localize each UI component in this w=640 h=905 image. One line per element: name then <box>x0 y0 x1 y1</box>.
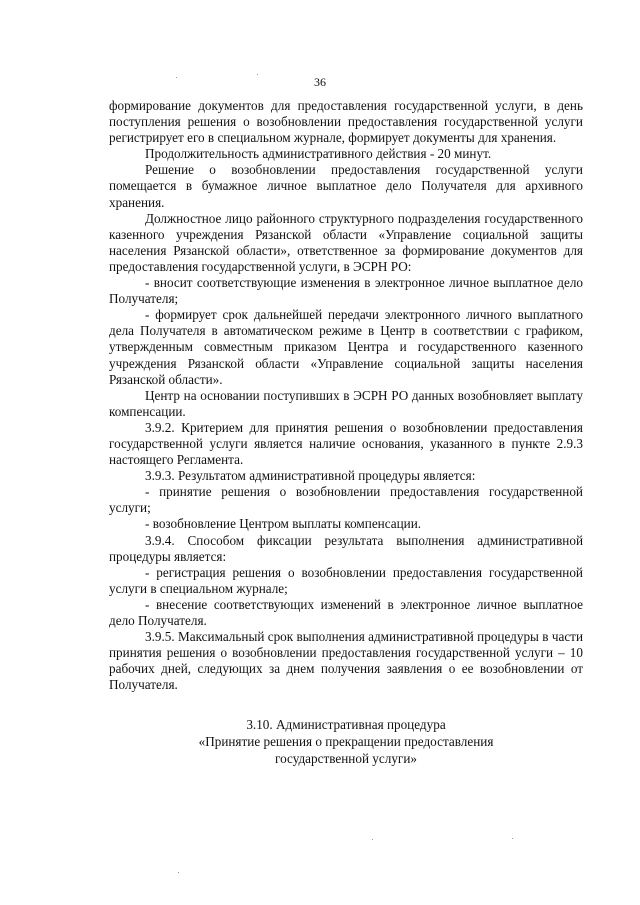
clause-3-9-3: 3.9.3. Результатом административной процедуры является: <box>145 468 476 484</box>
paragraph-center-resumes: Центр на основании поступивших в ЭСРН РО данных возобновляет выплату компенсации. <box>109 387 583 419</box>
scan-speck <box>372 839 373 840</box>
section-heading-line-2: «Принятие решения о прекращении предоставления <box>198 734 494 749</box>
scan-speck <box>176 77 177 78</box>
clause-3-9-2: 3.9.2. Критерием для принятия решения о возобновлении предоставления государственной услуги является наличие основания, указанного в пункте 2.9.3 настоящего Регламента. <box>109 419 583 468</box>
section-heading-line-3: государственной услуги» <box>275 751 417 766</box>
section-heading-line-1: 3.10. Административная процедура <box>246 717 446 732</box>
list-item-enter-changes: - вносит соответствующие изменения в электронное личное выплатное дело Получателя; <box>109 275 583 307</box>
scan-speck <box>257 74 258 75</box>
list-item-decision: - принятие решения о возобновлении предоставления государственной услуги; <box>109 484 583 516</box>
list-item-resume-payment: - возобновление Центром выплаты компенсации. <box>145 516 422 532</box>
paragraph-official: Должностное лицо районного структурного подразделения государственного казенного учреждения Рязанской области «Управление социальной защиты населения Рязанской области», ответственное за формирование документов для предоставления государственной услуги, в ЭСРН РО: <box>109 210 583 274</box>
section-heading <box>109 716 583 767</box>
clause-3-9-5: 3.9.5. Максимальный срок выполнения административной процедуры в части принятия решения о возобновлении предоставления государственной услуги – 10 рабочих дней, следующих за днем получения заявления о ее возобновлении от Получателя. <box>109 629 583 693</box>
scan-speck <box>512 838 513 839</box>
list-item-electronic-changes: - внесение соответствующих изменений в электронное личное выплатное дело Получателя. <box>109 596 583 628</box>
page-number: 36 <box>314 75 326 89</box>
paragraph-continuation: формирование документов для предоставления государственной услуги, в день поступления решения о возобновлении предоставления государственной услуги регистрирует его в специальном журнале, формирует документы для хранения. <box>109 98 583 146</box>
paragraph-decision-storage: Решение о возобновлении предоставления государственной услуги помещается в бумажное личное выплатное дело Получателя для архивного хранения. <box>109 162 583 210</box>
document-body <box>109 98 583 693</box>
clause-3-9-4: 3.9.4. Способом фиксации результата выполнения административной процедуры является: <box>109 532 583 564</box>
paragraph-duration: Продолжительность административного действия - 20 минут. <box>145 146 492 162</box>
list-item-transfer-schedule: - формирует срок дальнейшей передачи электронного личного выплатного дела Получателя в автоматическом режиме в Центр в соответствии с графиком, утвержденным совместным приказом Центра и государственного казенного учреждения Рязанской области «Управление социальной защиты населения Рязанской области». <box>109 307 583 387</box>
scan-speck <box>178 872 179 873</box>
list-item-registration: - регистрация решения о возобновлении предоставления государственной услуги в специальном журнале; <box>109 564 583 596</box>
